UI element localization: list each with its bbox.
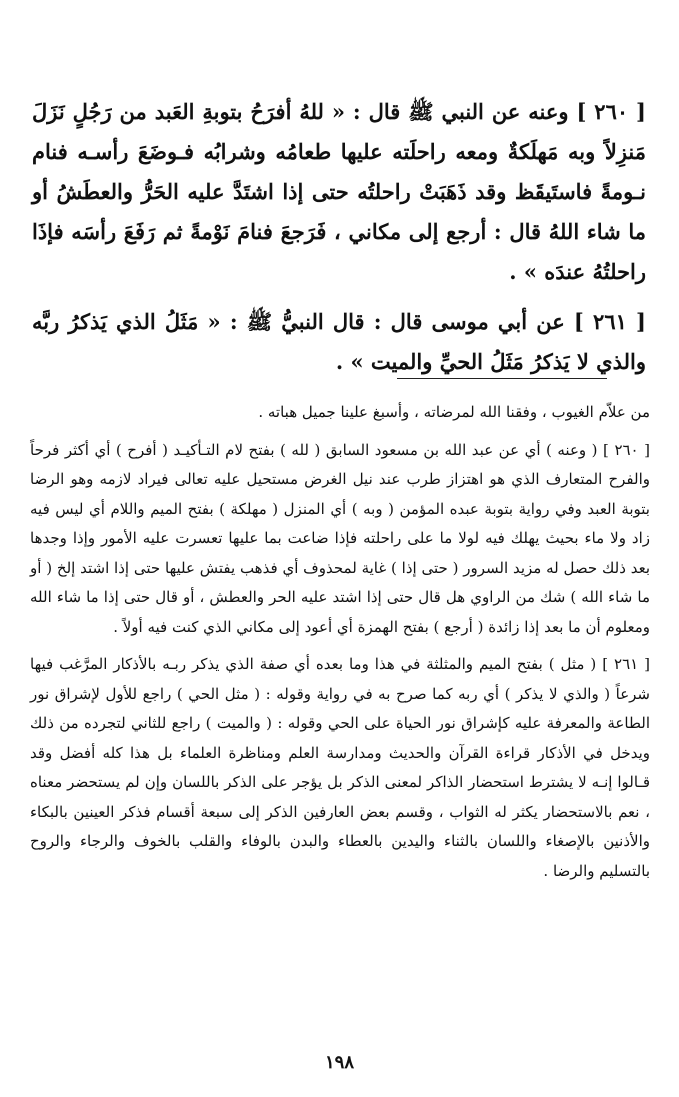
note-260: [ ٢٦٠ ] ( وعنه ) أي عن عبد الله بن مسعود السابق ( لله ) بفتح لام التـأكيـد ( أفرح ) أي أكثر فرحاً والفرح المتعارف الذي هو اهتزاز طرب عند نيل الغرض مستحيل عليه تعالى فيراد لازمه وهو الرضا بتوبة العبد وفي رواية بتوبة عبده المؤمن ( وبه ) أي المنزل ( مهلكة ) بفتح الميم واللام أي ليس فيه زاد ولا ماء بحيث يهلك فيه لولا ما على راحلته فإذا ضاعت بما عليها تعسرت عليه الأمور وإذا وجدها بعد ذلك حصل له مزيد السرور ( حتى إذا ) غاية لمحذوف أي فذهب يفتش عليها حتى إذا اشتد إلخ ( أو ما شاء الله ) شك من الراوي هل قال حتى إذا اشتد عليه الحر والعطش ، أو قال حتى إذا ما شاء الله ومعلوم أن ما بعد إذا زائدة ( أرجع ) بفتح الهمزة أي أعود إلى مكاني الذي كنت فيه أولاً .	[30, 440, 650, 636]
footnote-separator	[397, 378, 607, 379]
note-continuation: من علاّم الغيوب ، وفقنا الله لمرضاته ، وأسبغ علينا جميل هباته .	[258, 403, 650, 421]
commentary-notes	[30, 398, 650, 886]
hadith-text	[32, 92, 646, 382]
note-261: [ ٢٦١ ] ( مثل ) بفتح الميم والمثلثة في هذا وما بعده أي صفة الذي يذكر ربـه بالأذكار المرَّغب فيها شرعاً ( والذي لا يذكر ) أي ربه كما صرح به في رواية وقوله : ( مثل الحي ) راجع للأول لإشراق نور الطاعة والمعرفة عليه كإشراق نور الحياة على الحي وقوله : ( والميت ) راجع للثاني لتجرده من ذلك ويدخل في الأذكار قراءة القرآن والحديث ومدارسة العلم ومناظرة العلماء بل هذا كله أفضل وقد قـالوا إنـه لا يشترط استحضار الذاكر لمعنى الذكر بل يؤجر على الذكر باللسان وإن لم يستحضر معناه ، نعم بالاستحضار يكثر له الثواب ، وقسم بعض العارفين الذكر إلى سبعة أقسام فذكر العينين بالبكاء والأذنين بالإصغاء واللسان بالثناء واليدين بالعطاء والبدن بالوفاء والقلب بالخوف والرجاء والروح بالتسليم والرضا .	[30, 655, 650, 880]
hadith-261: [ ٢٦١ ] عن أبي موسى قال : قال النبيُّ ﷺ : « مَثَلُ الذي يَذكرُ ربَّه والذي لا يَذكرُ مَثَلُ الحيِّ والميت » .	[32, 309, 646, 374]
hadith-260: [ ٢٦٠ ] وعنه عن النبي ﷺ قال : « للهُ أفرَحُ بتوبةِ العَبد من رَجُلٍ نَزَلَ مَنزِلاً وبه مَهلَكةٌ ومعه راحلَته عليها طعامُه وشرابُه فـوضَعَ رأسـه فنام نـومةً فاستَيقَظ وقد ذَهَبَتْ راحلتُه حتى إذا اشتَدَّ عليه الحَرُّ والعطَشُ أو ما شاء اللهُ قال : أرجع إلى مكاني ، فَرَجعَ فنامَ نَوْمةً ثم رَفَعَ رأسَه فإذَا راحلتُهُ عندَه » .	[32, 99, 646, 284]
page-number: ١٩٨	[324, 1052, 354, 1073]
